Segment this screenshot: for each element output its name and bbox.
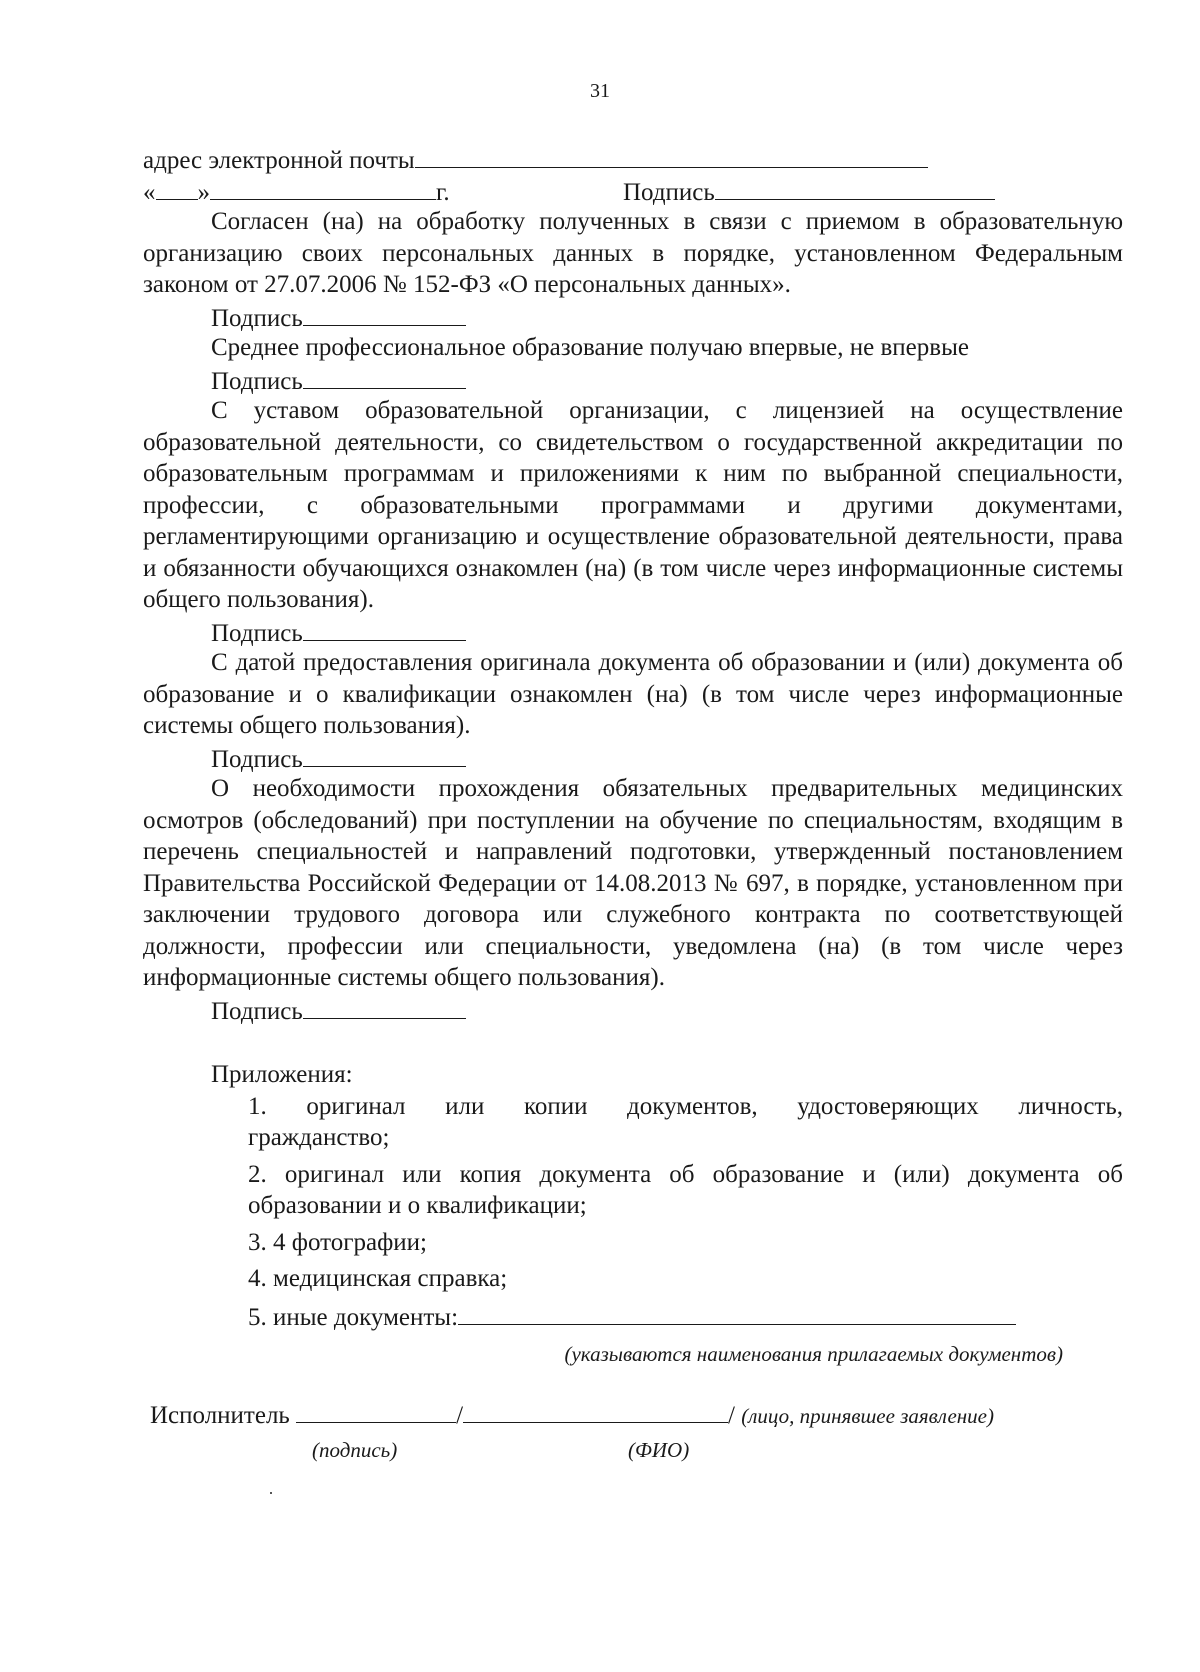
signature-field-3[interactable] xyxy=(303,616,466,641)
signature-row-5 xyxy=(143,994,1123,1026)
signature-row-3 xyxy=(143,616,1123,648)
executor-role-note: (лицо, принявшее заявление) xyxy=(741,1404,994,1428)
signature-label: Подпись xyxy=(211,619,303,647)
signature-label: Подпись xyxy=(211,304,303,332)
attachments-title: Приложения: xyxy=(211,1061,353,1088)
attachments-note: (указываются наименования прилагаемых документов) xyxy=(564,1342,1063,1366)
signature-field-4[interactable] xyxy=(303,742,466,767)
executor-row xyxy=(150,1398,994,1433)
attachment-item-2: 2. оригинал или копия документа об образование и (или) документа об образовании и о квалификации; xyxy=(248,1160,1123,1219)
executor-slash-1: / xyxy=(456,1402,464,1429)
scan-speck xyxy=(270,1492,272,1494)
date-year-suffix: г. xyxy=(436,178,450,206)
executor-slash-2: / xyxy=(728,1402,735,1429)
date-signature-row xyxy=(143,175,1123,207)
page-number: 31 xyxy=(590,80,610,102)
signature-row-2 xyxy=(143,364,1123,396)
email-field[interactable] xyxy=(415,143,928,168)
signature-field-top[interactable] xyxy=(715,175,995,200)
date-month-field[interactable] xyxy=(210,175,436,200)
signature-label: Подпись xyxy=(211,745,303,773)
charter-acknowledgement: С уставом образовательной организации, с лицензией на осуществление образовательной деятельности, со свидетельством о государственной аккредитации по образовательным программам и приложениями к ним по выбранной специальности, профессии, с образовательными программами и другими документами, регламентирующими организацию и осуществление образовательной деятельности, права и обязанности обучающихся ознакомлен (на) (в том числе через информационные системы общего пользования). xyxy=(143,397,1123,613)
signature-label: Подпись xyxy=(623,178,715,206)
signature-block-top xyxy=(623,175,995,209)
signature-field-1[interactable] xyxy=(303,301,466,326)
signature-field-2[interactable] xyxy=(303,364,466,389)
signature-label: Подпись xyxy=(211,997,303,1025)
attachment-item-1-cont: гражданство; xyxy=(248,1124,390,1151)
attachment-item-5-row xyxy=(248,1300,1123,1334)
date-close-quote: » xyxy=(197,178,210,206)
executor-fio-caption: (ФИО) xyxy=(628,1438,690,1462)
signature-row-1 xyxy=(143,301,1123,333)
signature-field-5[interactable] xyxy=(303,994,466,1019)
signature-row-4 xyxy=(143,742,1123,774)
attachments-list xyxy=(143,1091,1123,1334)
attachment-item-1: 1. оригинал или копии документов, удостоверяющих личность, xyxy=(248,1092,1123,1120)
signature-label: Подпись xyxy=(211,367,303,395)
original-document-acknowledgement: С датой предоставления оригинала документа об образовании и (или) документа об образование и о квалификации ознакомлен (на) (в том числе через информационные системы общего пользования). xyxy=(143,649,1123,739)
attachment-item-5: 5. иные документы: xyxy=(248,1303,459,1331)
medical-acknowledgement: О необходимости прохождения обязательных предварительных медицинских осмотров (обследований) при поступлении на обучение по специальностям, входящим в перечень специальностей и направлений подготовки, утвержденный постановлением Правительства Российской Федерации от 14.08.2013 № 697, в порядке, установленном при заключении трудового договора или служебного контракта по соответствующей должности, профессии или специальности, уведомлена (на) (в том числе через информационные системы общего пользования). xyxy=(143,775,1123,991)
date-open-quote: « xyxy=(143,178,156,206)
attachment-item-3: 3. 4 фотографии; xyxy=(248,1228,427,1256)
executor-signature-field[interactable] xyxy=(296,1398,456,1423)
email-label: адрес электронной почты xyxy=(143,147,415,174)
attachment-item-4: 4. медицинская справка; xyxy=(248,1265,508,1292)
other-documents-field[interactable] xyxy=(458,1300,1016,1325)
form-content xyxy=(143,143,1123,1371)
consent-personal-data: Согласен (на) на обработку полученных в связи с приемом в образовательную организацию своих персональных данных в порядке, установленном Федеральным законом от 27.07.2006 № 152-ФЗ «О персональных данных». xyxy=(143,208,1123,298)
executor-fio-field[interactable] xyxy=(463,1398,728,1423)
date-day-field[interactable] xyxy=(156,175,198,200)
first-education-statement: Среднее профессиональное образование получаю впервые, не впервые xyxy=(211,334,969,361)
email-row xyxy=(143,143,1123,175)
executor-label: Исполнитель xyxy=(150,1402,290,1429)
executor-signature-caption: (подпись) xyxy=(312,1438,398,1462)
